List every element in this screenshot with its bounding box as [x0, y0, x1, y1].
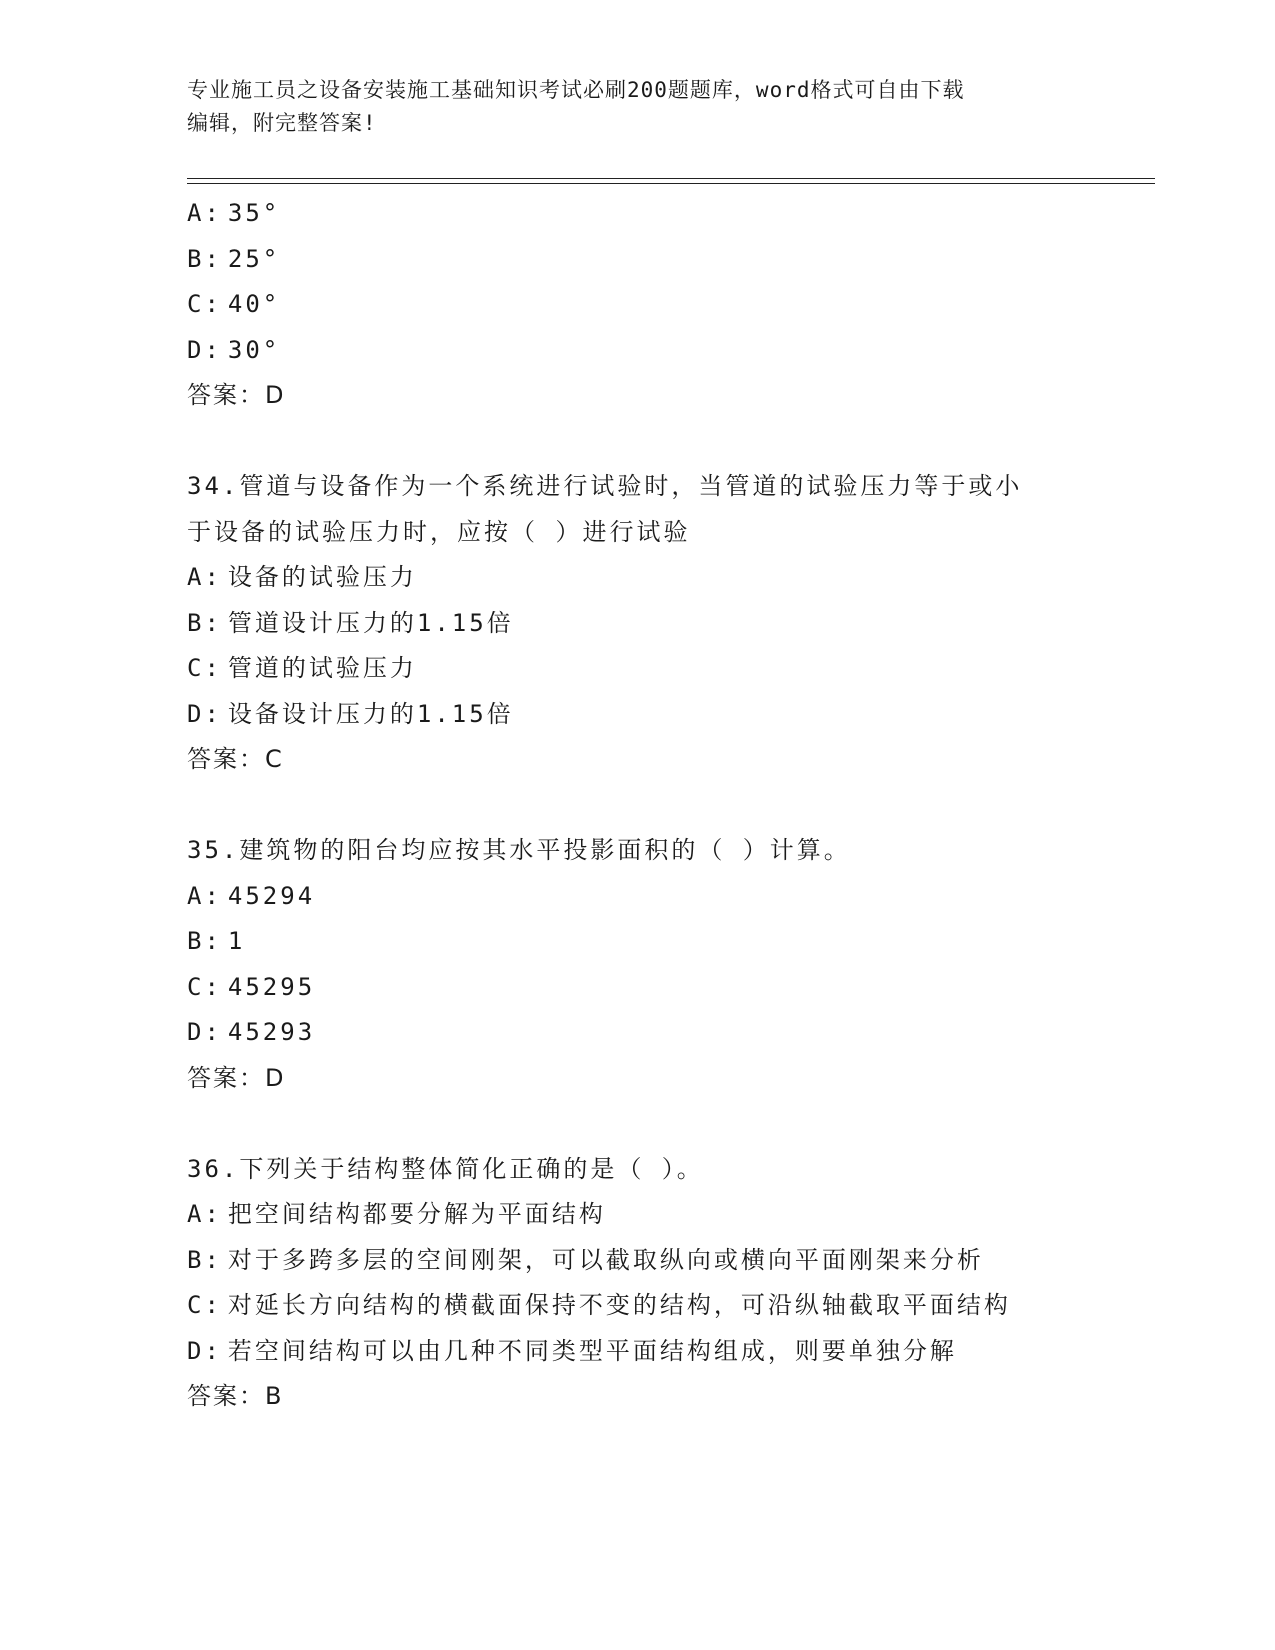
question-34 [187, 464, 1147, 783]
option-label: C: [187, 290, 222, 318]
option-b [187, 919, 1147, 965]
answer-line: 答案：B [187, 1382, 284, 1410]
option-text: 45295 [227, 972, 316, 1001]
option-d [187, 1329, 1147, 1375]
option-text: 1 [227, 927, 246, 955]
header-divider-top [187, 178, 1155, 179]
option-d [187, 1010, 1147, 1056]
question-stem-line-1: 35.建筑物的阳台均应按其水平投影面积的（ ）计算。 [187, 836, 851, 864]
question-stem-line-1: 36.下列关于结构整体简化正确的是（ ）。 [187, 1154, 704, 1183]
document-header [187, 74, 1087, 140]
option-c [187, 282, 1147, 328]
option-b [187, 1238, 1147, 1284]
option-a [187, 1192, 1147, 1238]
header-title-line-1: 专业施工员之设备安装施工基础知识考试必刷200题题库，word格式可自由下载 [187, 78, 965, 102]
option-label: A: [187, 881, 222, 910]
option-text: 对延长方向结构的横截面保持不变的结构，可沿纵轴截取平面结构 [227, 1291, 1011, 1319]
option-label: D: [187, 335, 222, 364]
option-text: 35° [227, 199, 281, 227]
option-a [187, 555, 1147, 601]
option-c [187, 1283, 1147, 1329]
option-label: A: [187, 1200, 222, 1228]
option-text: 设备设计压力的1.15倍 [227, 699, 514, 728]
question-stem-line-2: 于设备的试验压力时，应按（ ）进行试验 [187, 517, 691, 546]
option-label: B: [187, 244, 222, 273]
question-stem-line-1: 34.管道与设备作为一个系统进行试验时，当管道的试验压力等于或小 [187, 472, 1023, 500]
option-b [187, 601, 1147, 647]
answer-line: 答案：D [187, 1063, 286, 1092]
option-label: C: [187, 654, 222, 682]
option-text: 25° [227, 244, 281, 273]
option-text: 30° [227, 335, 281, 364]
option-a [187, 191, 1147, 237]
option-label: A: [187, 199, 222, 227]
question-35 [187, 828, 1147, 1101]
option-c [187, 646, 1147, 692]
option-text: 45293 [227, 1018, 316, 1046]
spacer [187, 419, 1147, 465]
option-text: 对于多跨多层的空间刚架，可以截取纵向或横向平面刚架来分析 [227, 1245, 984, 1274]
option-text: 40° [227, 290, 281, 318]
option-d [187, 328, 1147, 374]
question-33-continued [187, 191, 1147, 419]
option-label: A: [187, 563, 222, 591]
option-text: 若空间结构可以由几种不同类型平面结构组成，则要单独分解 [227, 1336, 957, 1365]
option-label: B: [187, 1245, 222, 1274]
option-c [187, 965, 1147, 1011]
option-label: D: [187, 1336, 222, 1365]
answer-line: 答案：D [187, 381, 286, 409]
spacer [187, 783, 1147, 829]
option-label: D: [187, 1018, 222, 1046]
option-label: B: [187, 608, 222, 637]
option-label: C: [187, 972, 222, 1001]
option-a [187, 874, 1147, 920]
option-text: 管道设计压力的1.15倍 [227, 608, 514, 637]
option-d [187, 692, 1147, 738]
option-text: 设备的试验压力 [227, 563, 417, 591]
spacer [187, 1101, 1147, 1147]
header-title-line-2: 编辑，附完整答案! [187, 111, 377, 135]
option-text: 管道的试验压力 [227, 654, 417, 682]
option-text: 45294 [227, 881, 316, 910]
option-label: D: [187, 699, 222, 728]
question-36 [187, 1147, 1147, 1420]
header-divider-bottom [187, 183, 1155, 184]
question-list [187, 191, 1147, 1420]
answer-line: 答案：C [187, 745, 284, 773]
option-label: C: [187, 1291, 222, 1319]
option-b [187, 237, 1147, 283]
option-text: 把空间结构都要分解为平面结构 [227, 1200, 606, 1228]
option-label: B: [187, 927, 222, 955]
